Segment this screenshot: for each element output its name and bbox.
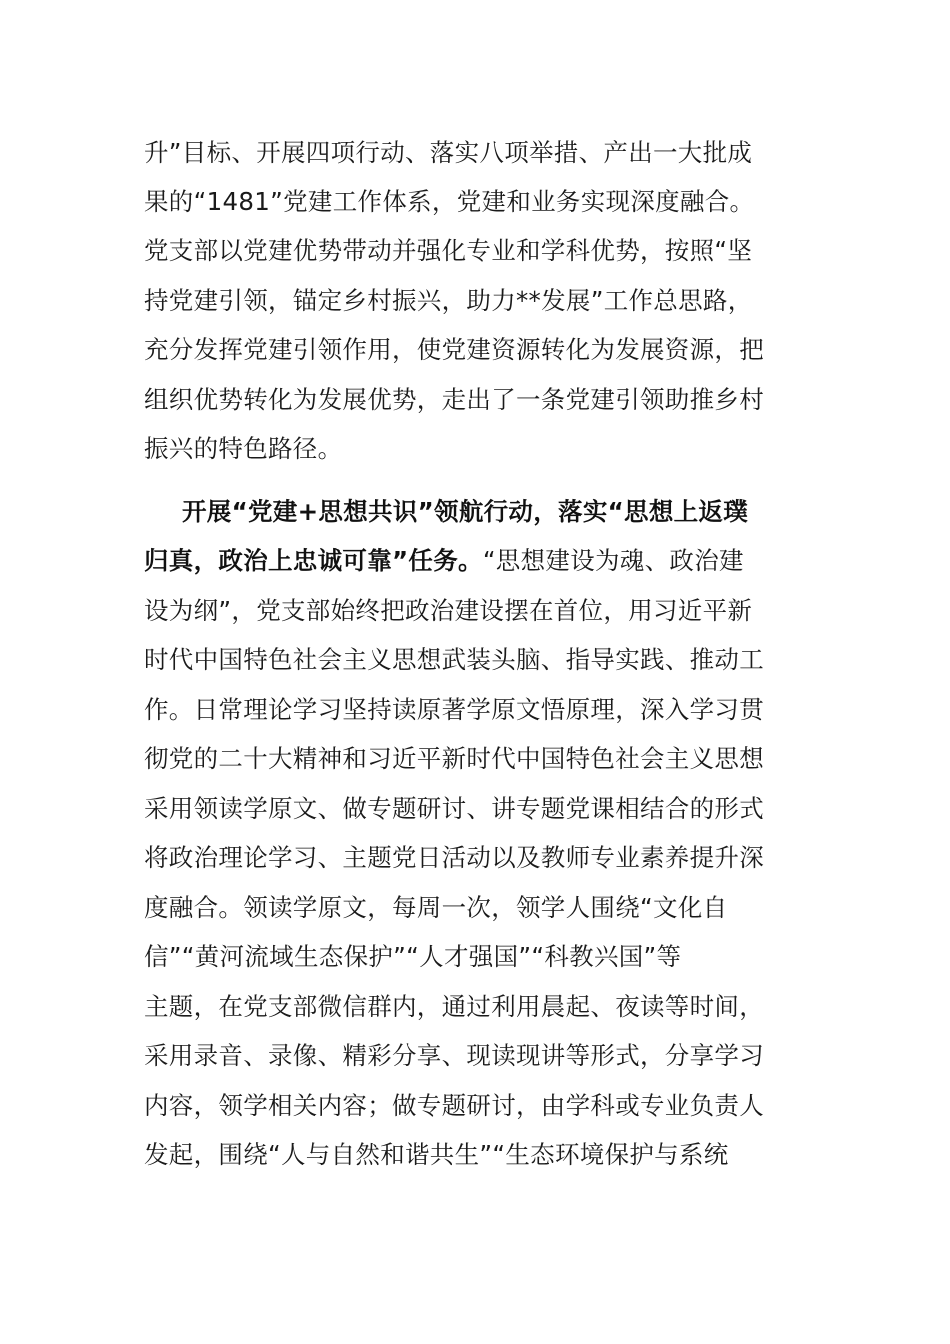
- paragraph-2-heading-line-2: 归真，政治上忠诚可靠”任务。: [144, 546, 483, 575]
- paragraph-1-line-1: 升”目标、开展四项行动、落实八项举措、产出一大批成: [144, 138, 753, 167]
- paragraph-2-line-14: 发起，围绕“人与自然和谐共生”“生态环境保护与系统: [144, 1140, 729, 1169]
- paragraph-1-line-7: 振兴的特色路径。: [144, 434, 343, 463]
- paragraph-1-line-4: 持党建引领，锚定乡村振兴，助力**发展”工作总思路，: [144, 286, 753, 315]
- paragraph-2-line-13: 内容，领学相关内容；做专题研讨，由学科或专业负责人: [144, 1091, 764, 1120]
- paragraph-2-line-9: 度融合。领读学原文，每周一次，领学人围绕“文化自: [144, 893, 728, 922]
- paragraph-2-line-8: 将政治理论学习、主题党日活动以及教师专业素养提升深: [144, 843, 764, 872]
- paragraph-1-line-6: 组织优势转化为发展优势，走出了一条党建引领助推乡村: [144, 385, 764, 414]
- paragraph-2-line-10: 信”“黄河流域生态保护”“人才强国”“科教兴国”等: [144, 942, 682, 971]
- paragraph-2-line-7: 采用领读学原文、做专题研讨、讲专题党课相结合的形式: [144, 794, 764, 823]
- paragraph-1-line-5: 充分发挥党建引领作用，使党建资源转化为发展资源，把: [144, 335, 764, 364]
- paragraph-2-line-2: [144, 536, 824, 586]
- paragraph-2-line-4: 时代中国特色社会主义思想武装头脑、指导实践、推动工: [144, 645, 764, 674]
- paragraph-2-line-6: 彻党的二十大精神和习近平新时代中国特色社会主义思想: [144, 744, 764, 773]
- paragraph-2-line-3: 设为纲”，党支部始终把政治建设摆在首位，用习近平新: [144, 596, 753, 625]
- paragraph-2-line-11: 主题，在党支部微信群内，通过利用晨起、夜读等时间，: [144, 992, 764, 1021]
- paragraph-2-heading-line-1: 开展“党建+思想共识”领航行动，落实“思想上返璞: [182, 497, 749, 526]
- paragraph-2-line-12: 采用录音、录像、精彩分享、现读现讲等形式，分享学习: [144, 1041, 764, 1070]
- paragraph-2-line-5: 作。日常理论学习坚持读原著学原文悟原理，深入学习贯: [144, 695, 764, 724]
- paragraph-2-line-2-continuation: “思想建设为魂、政治建: [482, 546, 744, 575]
- paragraph-1-line-3: 党支部以党建优势带动并强化专业和学科优势，按照“坚: [144, 236, 753, 265]
- paragraph-1-line-2: 果的“1481”党建工作体系，党建和业务实现深度融合。: [144, 187, 755, 216]
